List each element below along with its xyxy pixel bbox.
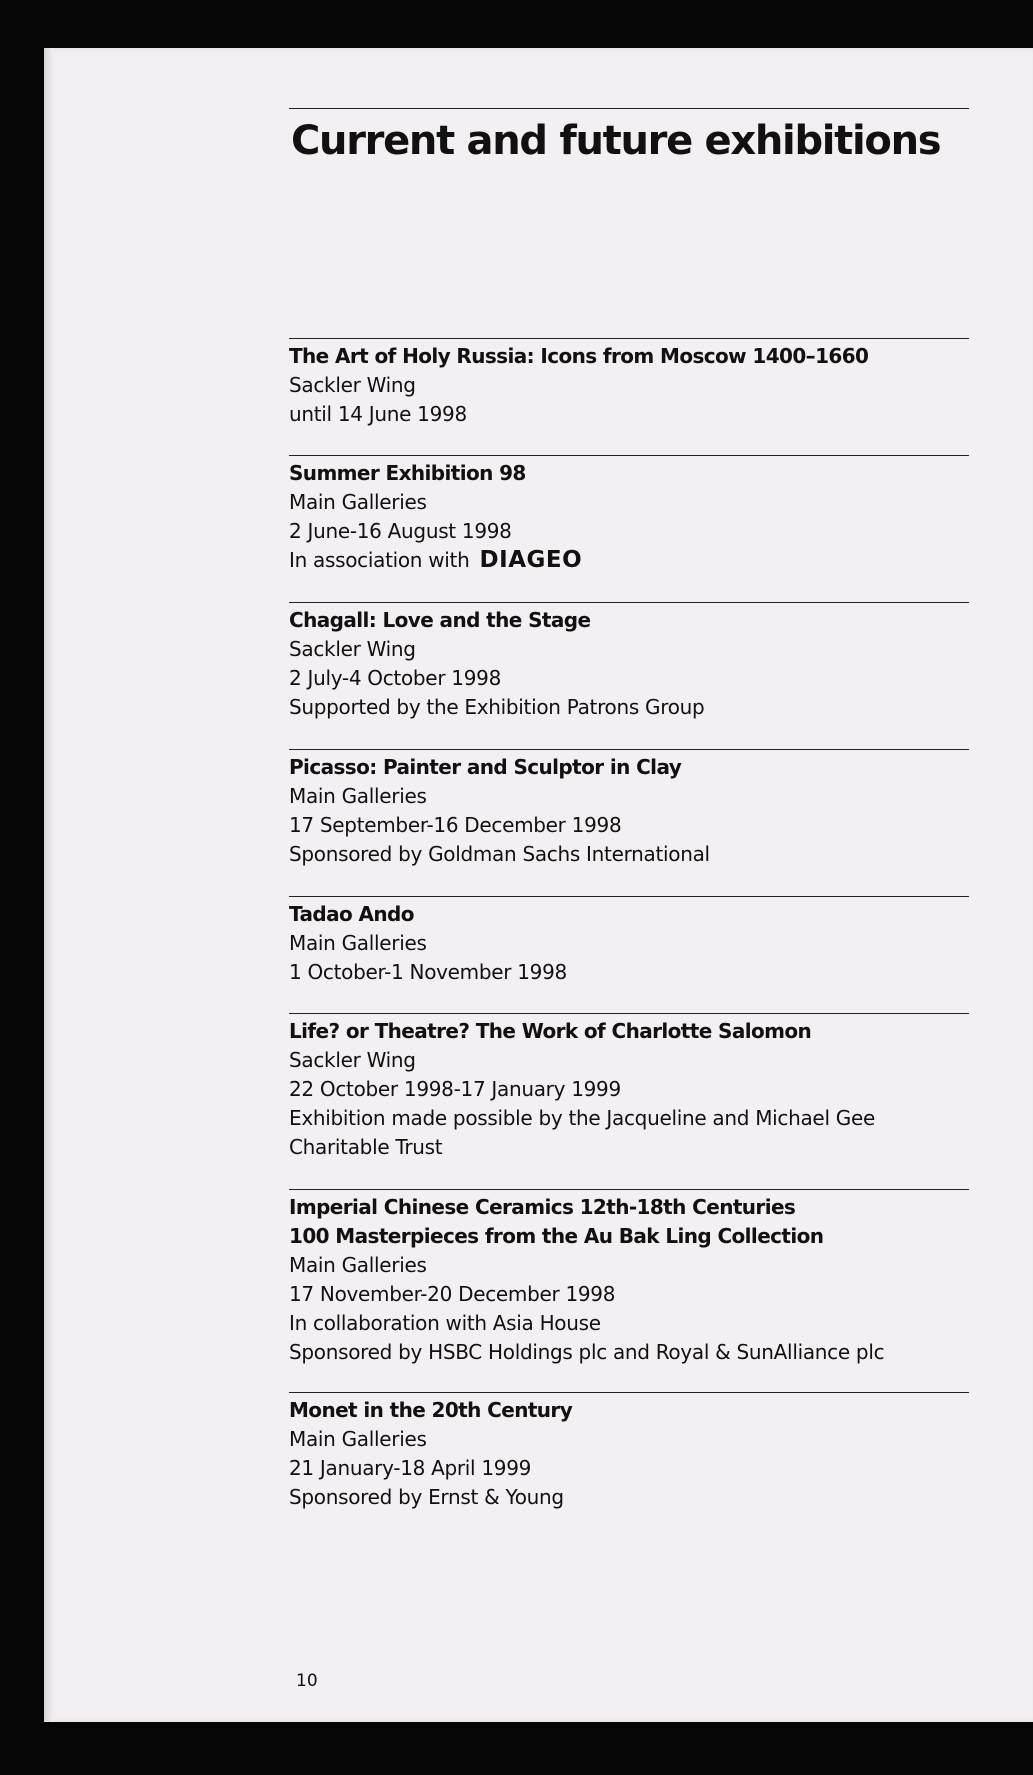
page-content [289,108,969,1516]
exhibition-sponsor: Exhibition made possible by the Jacqueline and Michael Gee [289,1106,875,1130]
exhibition-entry [289,896,969,1013]
exhibition-dates: 17 September-16 December 1998 [289,813,622,837]
exhibition-entry [289,455,969,602]
exhibition-name: The Art of Holy Russia: Icons from Moscow 1400–1660 [289,344,869,368]
page-title: Current and future exhibitions [291,118,941,164]
exhibition-venue: Main Galleries [289,784,427,808]
exhibition-venue: Main Galleries [289,931,427,955]
exhibition-name: Imperial Chinese Ceramics 12th-18th Centuries [289,1195,796,1219]
exhibition-sponsor [289,546,969,575]
exhibition-name: Life? or Theatre? The Work of Charlotte Salomon [289,1019,812,1043]
exhibition-name: Summer Exhibition 98 [289,461,526,485]
title-rule [289,108,969,109]
exhibition-dates: 2 June-16 August 1998 [289,519,512,543]
booklet-page [44,48,1033,1722]
exhibition-venue: Sackler Wing [289,637,416,661]
exhibition-name: Picasso: Painter and Sculptor in Clay [289,755,682,779]
exhibition-list [289,338,969,1516]
sponsor-prefix: In association with [289,548,470,572]
exhibition-name: Chagall: Love and the Stage [289,608,591,632]
exhibition-dates: until 14 June 1998 [289,402,467,426]
exhibition-name: Monet in the 20th Century [289,1398,573,1422]
exhibition-sponsor: Sponsored by Ernst & Young [289,1485,564,1509]
exhibition-entry [289,338,969,455]
exhibition-entry [289,1189,969,1392]
exhibition-entry [289,602,969,749]
exhibition-dates: 1 October-1 November 1998 [289,960,567,984]
exhibition-venue: Sackler Wing [289,1048,416,1072]
exhibition-sponsor: Sponsored by HSBC Holdings plc and Royal & SunAlliance plc [289,1340,885,1364]
exhibition-entry [289,749,969,896]
exhibition-entry [289,1392,969,1516]
exhibition-venue: Main Galleries [289,490,427,514]
exhibition-venue: Main Galleries [289,1253,427,1277]
exhibition-entry [289,1013,969,1189]
exhibition-venue: Main Galleries [289,1427,427,1451]
exhibition-sponsor: Sponsored by Goldman Sachs International [289,842,710,866]
exhibition-name: Tadao Ando [289,902,414,926]
exhibition-sponsor-continued: Charitable Trust [289,1135,443,1159]
exhibition-sponsor: Supported by the Exhibition Patrons Group [289,695,705,719]
page-number: 10 [296,1671,318,1691]
exhibition-dates: 22 October 1998-17 January 1999 [289,1077,621,1101]
exhibition-subtitle: 100 Masterpieces from the Au Bak Ling Collection [289,1224,824,1248]
exhibition-dates: 17 November-20 December 1998 [289,1282,616,1306]
exhibition-venue: Sackler Wing [289,373,416,397]
sponsor-brand: DIAGEO [479,547,583,573]
exhibition-collaboration: In collaboration with Asia House [289,1311,601,1335]
exhibition-dates: 2 July-4 October 1998 [289,666,501,690]
exhibition-dates: 21 January-18 April 1999 [289,1456,532,1480]
